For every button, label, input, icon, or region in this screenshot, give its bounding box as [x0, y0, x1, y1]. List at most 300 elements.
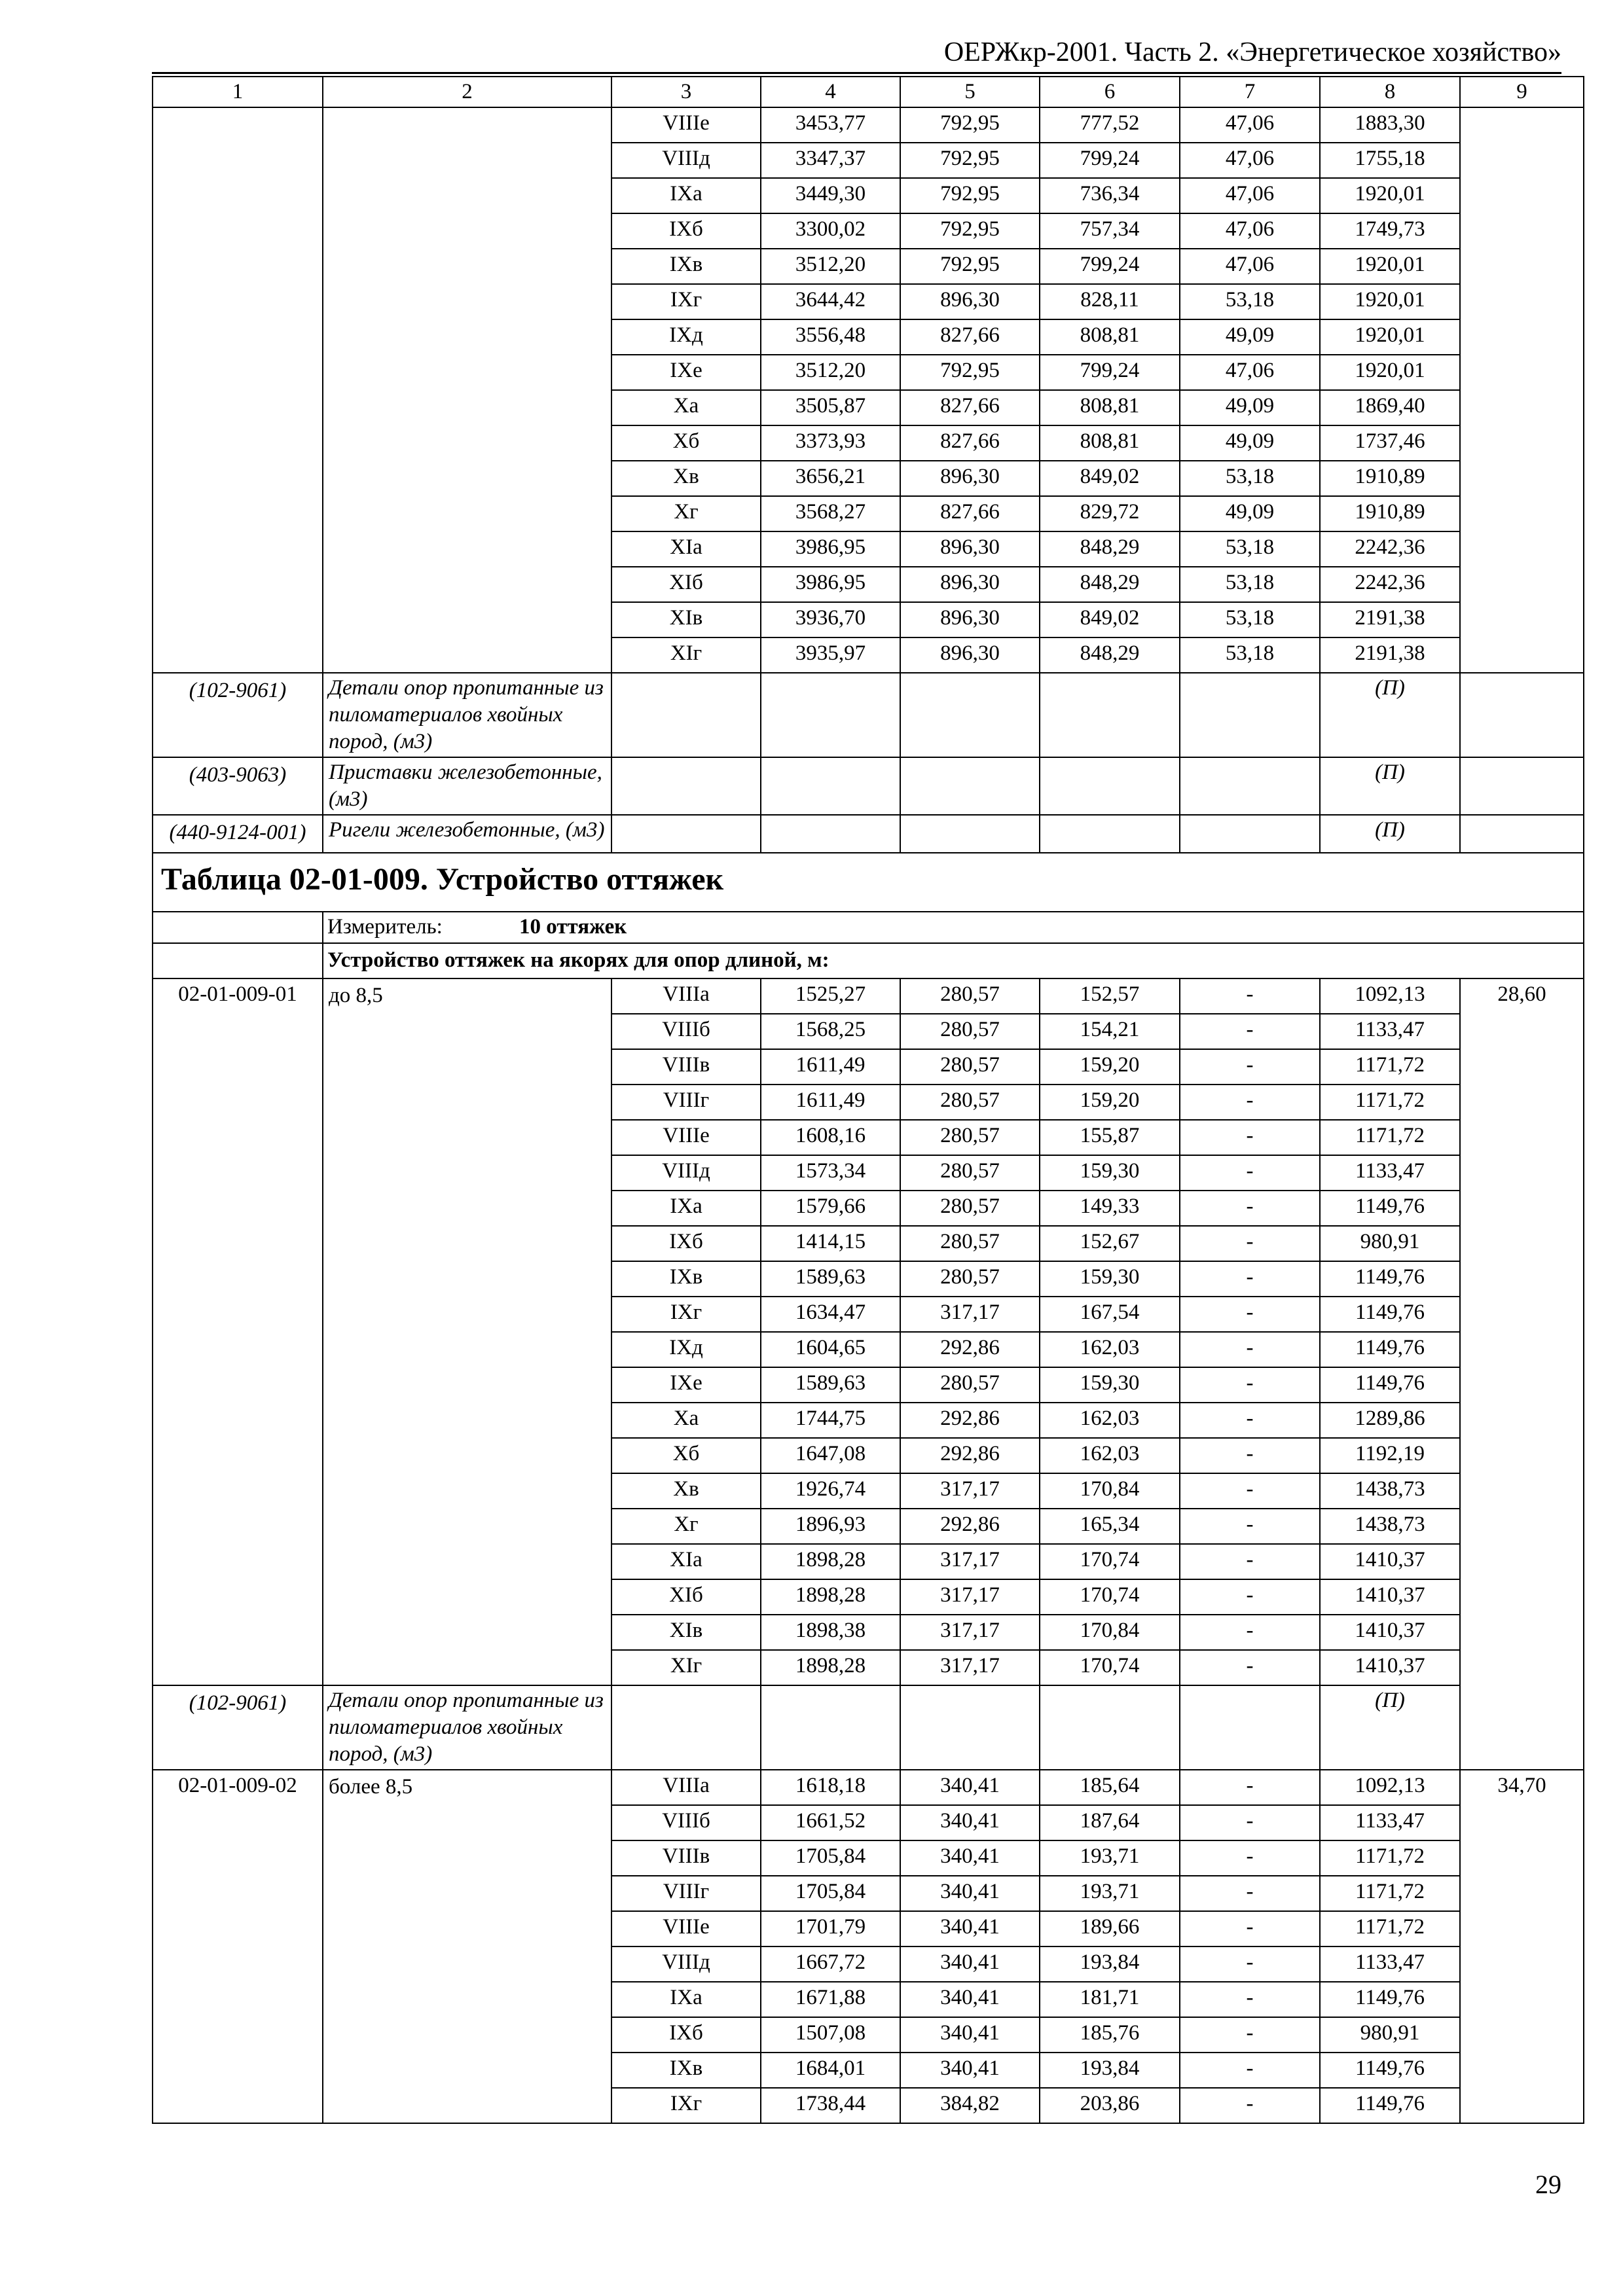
operator-wages-cell: - [1180, 1982, 1320, 2017]
operator-wages-cell: - [1180, 1579, 1320, 1615]
materials-cost-cell: 1149,76 [1320, 1332, 1460, 1367]
resource-class-cell: Xа [611, 390, 761, 425]
material-row [153, 1685, 1584, 1770]
machine-cost-cell: 808,81 [1040, 425, 1180, 461]
operator-wages-cell: - [1180, 1544, 1320, 1579]
resource-class-cell: VIIIб [611, 1805, 761, 1840]
direct-cost-cell: 1507,08 [761, 2017, 900, 2053]
materials-cost-cell: 1910,89 [1320, 496, 1460, 531]
empty-cell [1040, 673, 1180, 757]
column-header: 4 [761, 77, 900, 107]
material-name: Ригели железобетонные, (м3) [323, 815, 611, 853]
wages-cell: 280,57 [900, 1085, 1040, 1120]
direct-cost-cell: 3568,27 [761, 496, 900, 531]
direct-cost-cell: 3373,93 [761, 425, 900, 461]
item-name: до 8,5 [323, 978, 611, 1685]
machine-cost-cell: 757,34 [1040, 213, 1180, 249]
empty-cell [1180, 815, 1320, 853]
material-row [153, 673, 1584, 757]
materials-cost-cell: 1438,73 [1320, 1473, 1460, 1509]
machine-cost-cell: 162,03 [1040, 1332, 1180, 1367]
operator-wages-cell: - [1180, 1014, 1320, 1049]
operator-wages-cell: - [1180, 1876, 1320, 1911]
section-heading-row [153, 943, 1584, 978]
wages-cell: 384,82 [900, 2088, 1040, 2123]
machine-cost-cell: 829,72 [1040, 496, 1180, 531]
direct-cost-cell: 3935,97 [761, 637, 900, 673]
wages-cell: 340,41 [900, 2017, 1040, 2053]
resource-class-cell: IXа [611, 1191, 761, 1226]
materials-cost-cell: 1192,19 [1320, 1438, 1460, 1473]
material-code: (440-9124-001) [153, 815, 323, 853]
materials-cost-cell: 1171,72 [1320, 1085, 1460, 1120]
direct-cost-cell: 1634,47 [761, 1297, 900, 1332]
materials-cost-cell: 1920,01 [1320, 284, 1460, 319]
resource-class-cell: XIв [611, 1615, 761, 1650]
operator-wages-cell: - [1180, 1155, 1320, 1191]
wages-cell: 280,57 [900, 1155, 1040, 1191]
direct-cost-cell: 1898,28 [761, 1650, 900, 1685]
machine-cost-cell: 149,33 [1040, 1191, 1180, 1226]
materials-cost-cell: 1149,76 [1320, 1191, 1460, 1226]
operator-wages-cell: - [1180, 1509, 1320, 1544]
resource-class-cell: VIIIе [611, 107, 761, 143]
meter-blank [153, 912, 323, 943]
operator-wages-cell: - [1180, 1120, 1320, 1155]
direct-cost-cell: 3449,30 [761, 178, 900, 213]
machine-cost-cell: 159,30 [1040, 1261, 1180, 1297]
machine-cost-cell: 154,21 [1040, 1014, 1180, 1049]
direct-cost-cell: 1604,65 [761, 1332, 900, 1367]
operator-wages-cell: - [1180, 1946, 1320, 1982]
operator-wages-cell: 47,06 [1180, 355, 1320, 390]
materials-cost-cell: 1410,37 [1320, 1544, 1460, 1579]
wages-cell: 792,95 [900, 107, 1040, 143]
wages-cell: 896,30 [900, 284, 1040, 319]
material-code: (102-9061) [153, 673, 323, 757]
direct-cost-cell: 1926,74 [761, 1473, 900, 1509]
labor-cost-cell: 28,60 [1460, 978, 1584, 1770]
operator-wages-cell: 53,18 [1180, 637, 1320, 673]
direct-cost-cell: 1744,75 [761, 1403, 900, 1438]
resource-class-cell: Xб [611, 425, 761, 461]
resource-class-cell: VIIIа [611, 978, 761, 1014]
machine-cost-cell: 203,86 [1040, 2088, 1180, 2123]
operator-wages-cell: 47,06 [1180, 107, 1320, 143]
resource-class-cell: IXа [611, 1982, 761, 2017]
direct-cost-cell: 1589,63 [761, 1367, 900, 1403]
direct-cost-cell: 3556,48 [761, 319, 900, 355]
resource-class-cell: Xв [611, 1473, 761, 1509]
materials-cost-cell: 1092,13 [1320, 1770, 1460, 1805]
direct-cost-cell: 3644,42 [761, 284, 900, 319]
materials-cost-cell: 1755,18 [1320, 143, 1460, 178]
empty-cell [1040, 1685, 1180, 1770]
direct-cost-cell: 3505,87 [761, 390, 900, 425]
wages-cell: 827,66 [900, 319, 1040, 355]
empty-cell [611, 815, 761, 853]
blank-code-cell [153, 107, 323, 673]
materials-cost-cell: 1149,76 [1320, 1297, 1460, 1332]
resource-class-cell: XIб [611, 567, 761, 602]
blank-name-cell [323, 107, 611, 673]
wages-cell: 317,17 [900, 1473, 1040, 1509]
empty-cell [611, 1685, 761, 1770]
wages-cell: 896,30 [900, 602, 1040, 637]
meter-value: 10 оттяжек [519, 915, 627, 939]
empty-cell [1180, 673, 1320, 757]
column-header: 6 [1040, 77, 1180, 107]
wages-cell: 317,17 [900, 1544, 1040, 1579]
column-header: 7 [1180, 77, 1320, 107]
wages-cell: 792,95 [900, 143, 1040, 178]
machine-cost-cell: 193,84 [1040, 1946, 1180, 1982]
wages-cell: 280,57 [900, 1049, 1040, 1085]
materials-cost-cell: 2242,36 [1320, 531, 1460, 567]
empty-cell [900, 673, 1040, 757]
direct-cost-cell: 1568,25 [761, 1014, 900, 1049]
empty-cell [900, 757, 1040, 815]
materials-cost-cell: 2191,38 [1320, 602, 1460, 637]
resource-class-cell: VIIIе [611, 1911, 761, 1946]
material-row [153, 757, 1584, 815]
header-rule [152, 72, 1561, 74]
operator-wages-cell: - [1180, 1261, 1320, 1297]
empty-cell [611, 757, 761, 815]
empty-cell [761, 1685, 900, 1770]
table-row [153, 107, 1584, 143]
machine-cost-cell: 848,29 [1040, 567, 1180, 602]
material-mark: (П) [1320, 673, 1460, 757]
resource-class-cell: Xг [611, 1509, 761, 1544]
machine-cost-cell: 185,64 [1040, 1770, 1180, 1805]
machine-cost-cell: 155,87 [1040, 1120, 1180, 1155]
materials-cost-cell: 1910,89 [1320, 461, 1460, 496]
item-code: 02-01-009-02 [153, 1770, 323, 2123]
operator-wages-cell: - [1180, 1367, 1320, 1403]
operator-wages-cell: - [1180, 1911, 1320, 1946]
resource-class-cell: XIг [611, 637, 761, 673]
resource-class-cell: XIа [611, 1544, 761, 1579]
wages-cell: 340,41 [900, 1982, 1040, 2017]
machine-cost-cell: 193,71 [1040, 1840, 1180, 1876]
direct-cost-cell: 1618,18 [761, 1770, 900, 1805]
direct-cost-cell: 3512,20 [761, 249, 900, 284]
wages-cell: 292,86 [900, 1438, 1040, 1473]
direct-cost-cell: 3512,20 [761, 355, 900, 390]
wages-cell: 896,30 [900, 567, 1040, 602]
table-row [153, 978, 1584, 1014]
resource-class-cell: Xб [611, 1438, 761, 1473]
direct-cost-cell: 1684,01 [761, 2053, 900, 2088]
resource-class-cell: IXе [611, 1367, 761, 1403]
operator-wages-cell: 53,18 [1180, 602, 1320, 637]
resource-class-cell: VIIIб [611, 1014, 761, 1049]
empty-cell [761, 815, 900, 853]
machine-cost-cell: 849,02 [1040, 461, 1180, 496]
wages-cell: 280,57 [900, 1014, 1040, 1049]
wages-cell: 340,41 [900, 1911, 1040, 1946]
running-header: ОЕРЖкр-2001. Часть 2. «Энергетическое хозяйство» [943, 37, 1561, 67]
resource-class-cell: IXг [611, 2088, 761, 2123]
direct-cost-cell: 1705,84 [761, 1876, 900, 1911]
materials-cost-cell: 1133,47 [1320, 1805, 1460, 1840]
machine-cost-cell: 159,20 [1040, 1049, 1180, 1085]
direct-cost-cell: 1898,28 [761, 1544, 900, 1579]
resource-class-cell: VIIIд [611, 1946, 761, 1982]
resource-class-cell: Xа [611, 1403, 761, 1438]
materials-cost-cell: 1410,37 [1320, 1615, 1460, 1650]
section-blank [153, 943, 323, 978]
column-header: 9 [1460, 77, 1584, 107]
wages-cell: 340,41 [900, 1770, 1040, 1805]
wages-cell: 317,17 [900, 1579, 1040, 1615]
resource-class-cell: XIб [611, 1579, 761, 1615]
wages-cell: 280,57 [900, 1367, 1040, 1403]
operator-wages-cell: - [1180, 1403, 1320, 1438]
materials-cost-cell: 1133,47 [1320, 1014, 1460, 1049]
wages-cell: 317,17 [900, 1615, 1040, 1650]
resource-class-cell: IXб [611, 2017, 761, 2053]
materials-cost-cell: 1410,37 [1320, 1650, 1460, 1685]
materials-cost-cell: 1092,13 [1320, 978, 1460, 1014]
operator-wages-cell: 53,18 [1180, 284, 1320, 319]
operator-wages-cell: - [1180, 2053, 1320, 2088]
resource-class-cell: IXг [611, 284, 761, 319]
empty-cell [761, 673, 900, 757]
empty-cell [1460, 673, 1584, 757]
materials-cost-cell: 1920,01 [1320, 178, 1460, 213]
machine-cost-cell: 170,84 [1040, 1473, 1180, 1509]
resource-class-cell: IXа [611, 178, 761, 213]
empty-cell [761, 757, 900, 815]
item-name: более 8,5 [323, 1770, 611, 2123]
machine-cost-cell: 159,30 [1040, 1367, 1180, 1403]
operator-wages-cell: - [1180, 1805, 1320, 1840]
materials-cost-cell: 1749,73 [1320, 213, 1460, 249]
machine-cost-cell: 193,71 [1040, 1876, 1180, 1911]
direct-cost-cell: 3453,77 [761, 107, 900, 143]
empty-cell [900, 815, 1040, 853]
operator-wages-cell: - [1180, 1332, 1320, 1367]
operator-wages-cell: 47,06 [1180, 178, 1320, 213]
resource-class-cell: IXв [611, 2053, 761, 2088]
resource-class-cell: XIг [611, 1650, 761, 1685]
materials-cost-cell: 1171,72 [1320, 1840, 1460, 1876]
wages-cell: 292,86 [900, 1332, 1040, 1367]
operator-wages-cell: - [1180, 1770, 1320, 1805]
wages-cell: 896,30 [900, 637, 1040, 673]
operator-wages-cell: - [1180, 1297, 1320, 1332]
direct-cost-cell: 1608,16 [761, 1120, 900, 1155]
empty-cell [1180, 1685, 1320, 1770]
resource-class-cell: IXв [611, 1261, 761, 1297]
wages-cell: 280,57 [900, 1226, 1040, 1261]
empty-cell [1040, 757, 1180, 815]
materials-cost-cell: 1920,01 [1320, 319, 1460, 355]
material-mark: (П) [1320, 815, 1460, 853]
wages-cell: 280,57 [900, 978, 1040, 1014]
machine-cost-cell: 152,57 [1040, 978, 1180, 1014]
machine-cost-cell: 170,74 [1040, 1579, 1180, 1615]
column-header: 2 [323, 77, 611, 107]
direct-cost-cell: 1738,44 [761, 2088, 900, 2123]
wages-cell: 317,17 [900, 1297, 1040, 1332]
machine-cost-cell: 187,64 [1040, 1805, 1180, 1840]
meter-label: Измеритель: [327, 915, 443, 939]
materials-cost-cell: 2242,36 [1320, 567, 1460, 602]
operator-wages-cell: - [1180, 978, 1320, 1014]
direct-cost-cell: 1671,88 [761, 1982, 900, 2017]
wages-cell: 280,57 [900, 1191, 1040, 1226]
operator-wages-cell: - [1180, 2088, 1320, 2123]
machine-cost-cell: 152,67 [1040, 1226, 1180, 1261]
wages-cell: 827,66 [900, 496, 1040, 531]
machine-cost-cell: 849,02 [1040, 602, 1180, 637]
operator-wages-cell: 49,09 [1180, 425, 1320, 461]
resource-class-cell: IXд [611, 319, 761, 355]
wages-cell: 340,41 [900, 1805, 1040, 1840]
machine-cost-cell: 828,11 [1040, 284, 1180, 319]
wages-cell: 896,30 [900, 531, 1040, 567]
machine-cost-cell: 170,74 [1040, 1650, 1180, 1685]
wages-cell: 827,66 [900, 390, 1040, 425]
wages-cell: 340,41 [900, 1876, 1040, 1911]
direct-cost-cell: 1611,49 [761, 1049, 900, 1085]
machine-cost-cell: 170,84 [1040, 1615, 1180, 1650]
direct-cost-cell: 1898,38 [761, 1615, 900, 1650]
operator-wages-cell: - [1180, 1226, 1320, 1261]
direct-cost-cell: 1579,66 [761, 1191, 900, 1226]
machine-cost-cell: 162,03 [1040, 1438, 1180, 1473]
direct-cost-cell: 3986,95 [761, 531, 900, 567]
machine-cost-cell: 159,20 [1040, 1085, 1180, 1120]
operator-wages-cell: - [1180, 1840, 1320, 1876]
resource-class-cell: IXд [611, 1332, 761, 1367]
direct-cost-cell: 1667,72 [761, 1946, 900, 1982]
meter-row [153, 912, 1584, 943]
direct-cost-cell: 3936,70 [761, 602, 900, 637]
materials-cost-cell: 1737,46 [1320, 425, 1460, 461]
machine-cost-cell: 159,30 [1040, 1155, 1180, 1191]
resource-class-cell: IXб [611, 213, 761, 249]
resource-class-cell: XIв [611, 602, 761, 637]
wages-cell: 792,95 [900, 355, 1040, 390]
direct-cost-cell: 1525,27 [761, 978, 900, 1014]
materials-cost-cell: 1920,01 [1320, 249, 1460, 284]
rates-table [152, 76, 1584, 2124]
resource-class-cell: VIIIа [611, 1770, 761, 1805]
operator-wages-cell: 53,18 [1180, 567, 1320, 602]
table-row [153, 1770, 1584, 1805]
direct-cost-cell: 3986,95 [761, 567, 900, 602]
empty-cell [1180, 757, 1320, 815]
materials-cost-cell: 1133,47 [1320, 1155, 1460, 1191]
wages-cell: 317,17 [900, 1650, 1040, 1685]
operator-wages-cell: - [1180, 1085, 1320, 1120]
materials-cost-cell: 1438,73 [1320, 1509, 1460, 1544]
operator-wages-cell: 47,06 [1180, 143, 1320, 178]
resource-class-cell: Xг [611, 496, 761, 531]
operator-wages-cell: 53,18 [1180, 461, 1320, 496]
operator-wages-cell: - [1180, 2017, 1320, 2053]
material-name: Детали опор пропитанные из пиломатериалов хвойных пород, (м3) [323, 673, 611, 757]
resource-class-cell: VIIIг [611, 1876, 761, 1911]
machine-cost-cell: 848,29 [1040, 637, 1180, 673]
material-mark: (П) [1320, 757, 1460, 815]
empty-cell [1460, 815, 1584, 853]
resource-class-cell: IXе [611, 355, 761, 390]
material-row [153, 815, 1584, 853]
wages-cell: 280,57 [900, 1120, 1040, 1155]
materials-cost-cell: 1869,40 [1320, 390, 1460, 425]
machine-cost-cell: 808,81 [1040, 390, 1180, 425]
wages-cell: 340,41 [900, 2053, 1040, 2088]
column-header: 8 [1320, 77, 1460, 107]
direct-cost-cell: 1896,93 [761, 1509, 900, 1544]
materials-cost-cell: 1410,37 [1320, 1579, 1460, 1615]
direct-cost-cell: 1661,52 [761, 1805, 900, 1840]
machine-cost-cell: 799,24 [1040, 249, 1180, 284]
materials-cost-cell: 1883,30 [1320, 107, 1460, 143]
materials-cost-cell: 1289,86 [1320, 1403, 1460, 1438]
materials-cost-cell: 1149,76 [1320, 2053, 1460, 2088]
wages-cell: 792,95 [900, 249, 1040, 284]
labor-cost-cell: 34,70 [1460, 1770, 1584, 2123]
operator-wages-cell: - [1180, 1438, 1320, 1473]
materials-cost-cell: 1171,72 [1320, 1911, 1460, 1946]
table-body [153, 77, 1584, 2123]
operator-wages-cell: 47,06 [1180, 249, 1320, 284]
column-header-row [153, 77, 1584, 107]
machine-cost-cell: 799,24 [1040, 143, 1180, 178]
operator-wages-cell: 47,06 [1180, 213, 1320, 249]
resource-class-cell: VIIIд [611, 143, 761, 178]
operator-wages-cell: - [1180, 1191, 1320, 1226]
material-name: Приставки железобетонные, (м3) [323, 757, 611, 815]
materials-cost-cell: 1133,47 [1320, 1946, 1460, 1982]
direct-cost-cell: 3347,37 [761, 143, 900, 178]
resource-class-cell: VIIIд [611, 1155, 761, 1191]
wages-cell: 292,86 [900, 1403, 1040, 1438]
resource-class-cell: VIIIг [611, 1085, 761, 1120]
machine-cost-cell: 170,74 [1040, 1544, 1180, 1579]
direct-cost-cell: 1705,84 [761, 1840, 900, 1876]
material-code: (102-9061) [153, 1685, 323, 1770]
resource-class-cell: VIIIв [611, 1049, 761, 1085]
materials-cost-cell: 1171,72 [1320, 1049, 1460, 1085]
empty-cell [1040, 815, 1180, 853]
wages-cell: 792,95 [900, 178, 1040, 213]
direct-cost-cell: 1701,79 [761, 1911, 900, 1946]
machine-cost-cell: 799,24 [1040, 355, 1180, 390]
materials-cost-cell: 1171,72 [1320, 1120, 1460, 1155]
section-heading: Устройство оттяжек на якорях для опор длиной, м: [323, 943, 1584, 978]
empty-cell [1460, 757, 1584, 815]
machine-cost-cell: 736,34 [1040, 178, 1180, 213]
direct-cost-cell: 1414,15 [761, 1226, 900, 1261]
resource-class-cell: Xв [611, 461, 761, 496]
operator-wages-cell: - [1180, 1650, 1320, 1685]
direct-cost-cell: 1589,63 [761, 1261, 900, 1297]
machine-cost-cell: 193,84 [1040, 2053, 1180, 2088]
materials-cost-cell: 1149,76 [1320, 1982, 1460, 2017]
operator-wages-cell: 49,09 [1180, 390, 1320, 425]
operator-wages-cell: - [1180, 1615, 1320, 1650]
column-header: 3 [611, 77, 761, 107]
resource-class-cell: IXб [611, 1226, 761, 1261]
resource-class-cell: VIIIв [611, 1840, 761, 1876]
